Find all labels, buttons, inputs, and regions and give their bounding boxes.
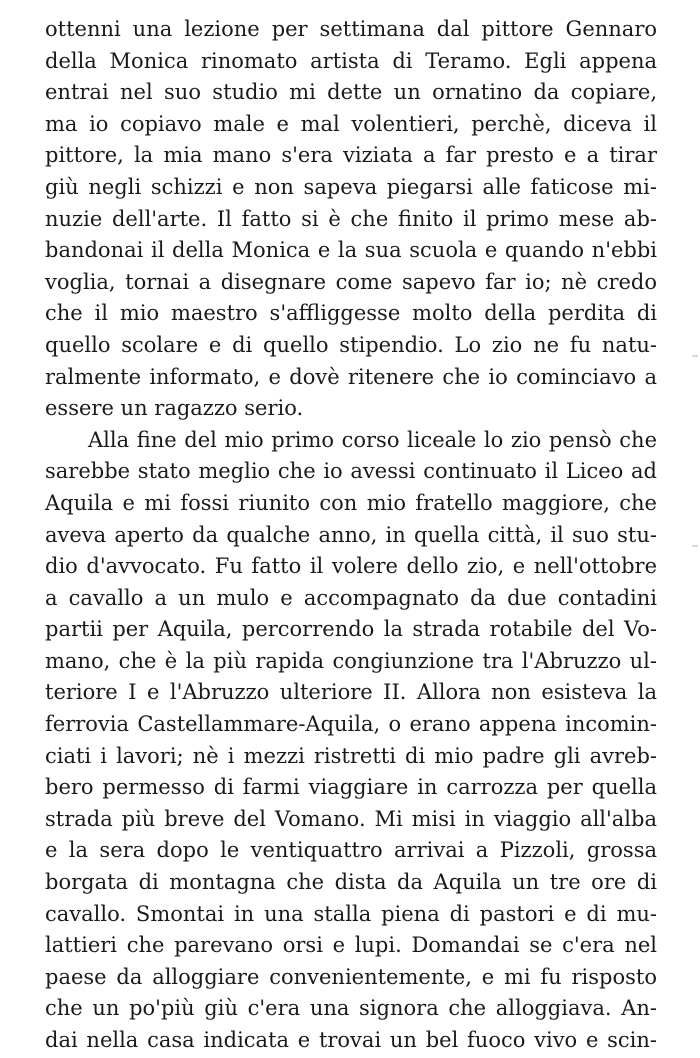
text-line: e la sera dopo le ventiquattro arrivai a Pizzoli, grossa (45, 838, 657, 863)
text-line: entrai nel suo studio mi dette un ornatino da copiare, (45, 80, 657, 105)
document-page (45, 14, 657, 1057)
text-line: che il mio maestro s'affliggesse molto della perdita di (45, 301, 657, 326)
text-line: che un po'più giù c'era una signora che alloggiava. An- (45, 996, 657, 1021)
text-line: dai nella casa indicata e trovai un bel fuoco vivo e scin- (45, 1028, 657, 1052)
text-line: bero permesso di farmi viaggiare in carrozza per quella (45, 775, 657, 800)
text-line: pittore, la mia mano s'era viziata a far presto e a tirar (45, 143, 657, 168)
text-line: voglia, tornai a disegnare come sapevo far io; nè credo (45, 269, 657, 294)
text-line: mano, che è la più rapida congiunzione tra l'Abruzzo ul- (45, 648, 657, 673)
text-line: della Monica rinomato artista di Teramo. Egli appena (45, 48, 657, 73)
text-line: ralmente informato, e dovè ritenere che io cominciavo a (45, 364, 657, 389)
text-line: ciati i lavori; nè i mezzi ristretti di mio padre gli avreb- (45, 743, 657, 768)
text-line: paese da alloggiare convenientemente, e mi fu risposto (45, 964, 657, 989)
text-line: nuzie dell'arte. Il fatto si è che finito il primo mese ab- (45, 206, 657, 231)
scan-edge-mark (692, 545, 698, 547)
text-line: strada più breve del Vomano. Mi misi in viaggio all'alba (45, 806, 657, 831)
paragraph-end-line: essere un ragazzo serio. (45, 396, 304, 421)
text-line: sarebbe stato meglio che io avessi continuato il Liceo ad (45, 459, 657, 484)
text-line: bandonai il della Monica e la sua scuola e quando n'ebbi (45, 238, 657, 263)
text-line: dio d'avvocato. Fu fatto il volere dello zio, e nell'ottobre (45, 554, 657, 579)
text-line: quello scolare e di quello stipendio. Lo zio ne fu natu- (45, 332, 657, 357)
text-line: partii per Aquila, percorrendo la strada rotabile del Vo- (45, 617, 657, 642)
text-line: teriore I e l'Abruzzo ulteriore II. Allora non esisteva la (45, 680, 657, 705)
text-line: lattieri che parevano orsi e lupi. Domandai se c'era nel (45, 933, 657, 958)
text-line: ma io copiavo male e mal volentieri, perchè, diceva il (45, 111, 657, 136)
scan-edge-mark (692, 355, 698, 357)
text-line: ottenni una lezione per settimana dal pittore Gennaro (45, 17, 657, 41)
text-line: giù negli schizzi e non sapeva piegarsi alle faticose mi- (45, 174, 657, 199)
text-line: aveva aperto da qualche anno, in quella città, il suo stu- (45, 522, 657, 547)
text-line: a cavallo a un mulo e accompagnato da due contadini (45, 585, 657, 610)
paragraph-start-line: Alla fine del mio primo corso liceale lo zio pensò che (88, 427, 657, 452)
text-line: borgata di montagna che dista da Aquila un tre ore di (45, 870, 657, 895)
text-line: Aquila e mi fossi riunito con mio fratello maggiore, che (45, 490, 657, 515)
text-line: cavallo. Smontai in una stalla piena di pastori e di mu- (45, 901, 657, 926)
text-line: ferrovia Castellammare-Aquila, o erano appena incomin- (45, 712, 657, 737)
